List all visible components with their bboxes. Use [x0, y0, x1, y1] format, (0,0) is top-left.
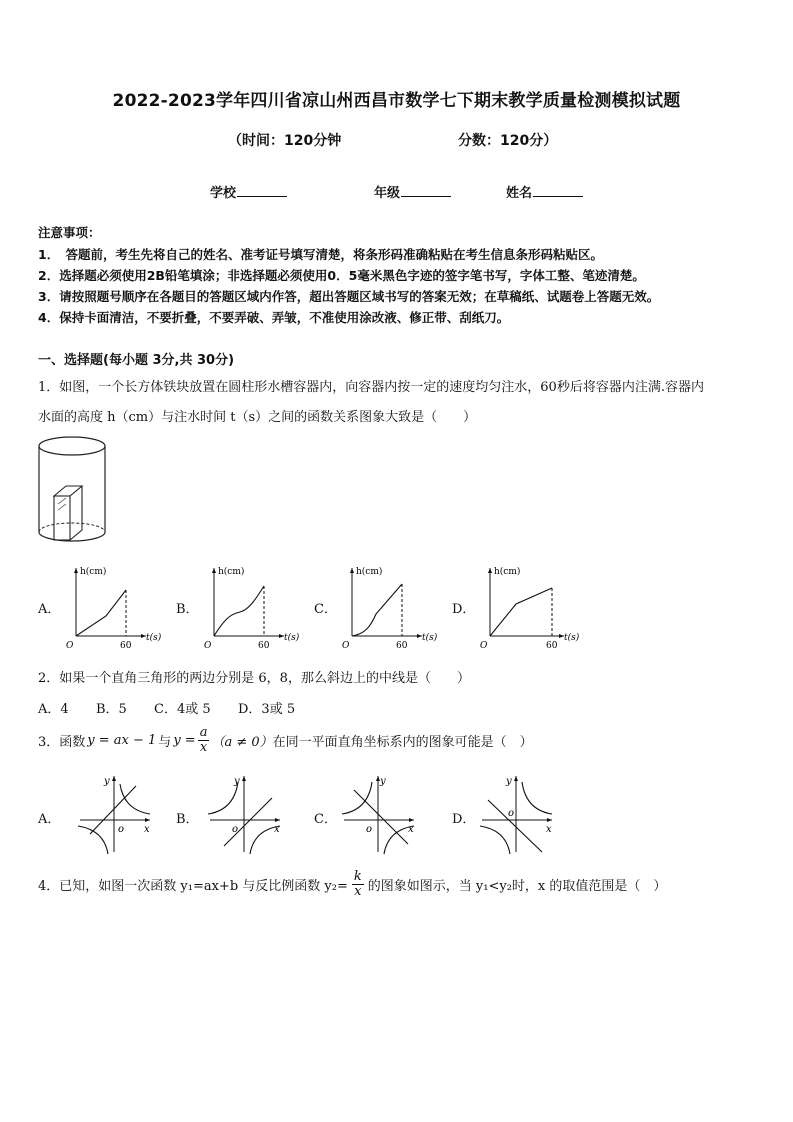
- q1-option-c[interactable]: C．: [314, 602, 337, 617]
- q1-graph-a-xlabel: t(s): [146, 633, 162, 643]
- q1-graph-b: [200, 562, 304, 652]
- q3-graph-c-x: x: [408, 824, 414, 835]
- notice-heading: 注意事项：: [38, 225, 101, 240]
- notice-item-3: 3．请按照题号顺序在各题目的答题区域内作答，超出答题区域书写的答案无效；在草稿纸、试题卷上答题无效。: [38, 289, 660, 304]
- name-blank[interactable]: [533, 184, 583, 197]
- q1-option-d[interactable]: D．: [452, 602, 476, 617]
- section-heading: 一、选择题(每小题 3分,共 30分): [38, 353, 235, 368]
- q4-prefix: 4．已知，如图一次函数 y₁=ax+b 与反比例函数 y₂=: [38, 879, 348, 894]
- q1-graph-a-tick: 60: [120, 641, 132, 651]
- notice-item-1: 1． 答题前，考生先将自己的姓名、准考证号填写清楚，将条形码准确粘贴在考生信息条形码粘贴区。: [38, 247, 603, 262]
- q4-frac-num: k: [353, 869, 362, 884]
- q3-frac-num: a: [199, 725, 208, 740]
- q3-func2-lhs: y =: [173, 733, 196, 748]
- q3-option-c[interactable]: C．: [314, 812, 337, 827]
- q4-fraction: [352, 870, 364, 899]
- q1-graph-c: [338, 562, 442, 652]
- q1-graph-d-origin: O: [480, 641, 488, 651]
- notice-item-2: 2．选择题必须使用2B铅笔填涂；非选择题必须使用0．5毫米黑色字迹的签字笔书写，字体工整、笔迹清楚。: [38, 268, 645, 283]
- q1-cylinder-figure: [36, 434, 108, 546]
- q3-option-d[interactable]: D．: [452, 812, 476, 827]
- q3-graph-c-o: o: [366, 824, 373, 835]
- q3-graph-b-x: x: [274, 824, 280, 835]
- q1-option-b[interactable]: B．: [176, 602, 199, 617]
- q1-graph-b-xlabel: t(s): [284, 633, 300, 643]
- exam-score: 分数：120分）: [458, 133, 558, 149]
- q1-graph-b-origin: O: [204, 641, 212, 651]
- q2-option-b[interactable]: B．5: [96, 702, 127, 717]
- q4-frac-den: x: [354, 884, 362, 899]
- q3-graph-d-x: x: [546, 824, 552, 835]
- grade-field: [374, 182, 451, 201]
- q1-graph-d-xlabel: t(s): [564, 633, 580, 643]
- q1-graph-c-ylabel: h(cm): [356, 567, 383, 577]
- q3-option-a[interactable]: A．: [38, 812, 61, 827]
- school-label: 学校: [210, 186, 237, 201]
- school-field: [210, 182, 287, 201]
- q1-graph-a: [62, 562, 166, 652]
- q1-graph-c-tick: 60: [396, 641, 408, 651]
- q3-graph-a-o: o: [118, 824, 125, 835]
- q1-graph-d: [476, 562, 584, 652]
- school-blank[interactable]: [237, 184, 287, 197]
- q3-graph-a-y: y: [104, 776, 110, 787]
- q3-graph-a-x: x: [144, 824, 150, 835]
- grade-blank[interactable]: [401, 184, 451, 197]
- q3-graph-d: [478, 772, 562, 856]
- q4-suffix: 的图象如图示，当 y₁<y₂时，x 的取值范围是（ ）: [367, 879, 667, 894]
- q3-func1: y = ax − 1: [87, 733, 157, 748]
- page-title: 2022-2023学年四川省凉山州西昌市数学七下期末教学质量检测模拟试题: [112, 91, 681, 111]
- q1-graph-a-origin: O: [66, 641, 74, 651]
- q3-graph-c: [340, 772, 424, 856]
- q4-text: [38, 870, 666, 899]
- q2-option-d[interactable]: D．3或 5: [238, 702, 296, 717]
- q3-graph-b: [206, 772, 290, 856]
- q3-prefix: 3．函数: [38, 735, 86, 750]
- q3-fraction: [198, 726, 210, 755]
- q1-graph-d-tick: 60: [546, 641, 558, 651]
- grade-label: 级: [387, 186, 401, 201]
- exam-time: （时间：120分钟: [228, 133, 342, 149]
- q1-graph-c-xlabel: t(s): [422, 633, 438, 643]
- q3-graph-a: [76, 772, 160, 856]
- q1-graph-b-ylabel: h(cm): [218, 567, 245, 577]
- q3-text: [38, 726, 533, 755]
- q1-graph-d-ylabel: h(cm): [494, 567, 521, 577]
- q3-graph-d-o: o: [508, 808, 515, 819]
- q1-graph-c-origin: O: [342, 641, 350, 651]
- q2-option-a[interactable]: A．4: [38, 702, 69, 717]
- q3-condition: （a ≠ 0）: [211, 735, 273, 750]
- q1-line2: 水面的高度 h（cm）与注水时间 t（s）之间的函数关系图象大致是（ ）: [38, 410, 477, 425]
- q1-line1: 1．如图，一个长方体铁块放置在圆柱形水槽容器内，向容器内按一定的速度均匀注水，60秒后将容器内注满.容器内: [38, 380, 704, 395]
- q1-graph-a-ylabel: h(cm): [80, 567, 107, 577]
- name-field: [506, 182, 583, 201]
- q1-option-a[interactable]: A．: [38, 602, 61, 617]
- q3-graph-c-y: y: [380, 776, 386, 787]
- name-label: 姓名: [506, 186, 533, 201]
- q3-frac-den: x: [199, 740, 208, 755]
- q1-graph-b-tick: 60: [258, 641, 270, 651]
- q3-mid: 与: [158, 735, 172, 750]
- q3-option-b[interactable]: B．: [176, 812, 199, 827]
- notice-item-4: 4．保持卡面清洁，不要折叠，不要弄破、弄皱，不准使用涂改液、修正带、刮纸刀。: [38, 310, 510, 325]
- q3-graph-d-y: y: [506, 776, 512, 787]
- q3-graph-b-y: y: [234, 776, 240, 787]
- q3-suffix: 在同一平面直角坐标系内的图象可能是（ ）: [272, 735, 533, 750]
- q3-graph-b-o: o: [232, 824, 239, 835]
- grade-prefix: 年: [374, 186, 388, 201]
- q2-option-c[interactable]: C．4或 5: [154, 702, 211, 717]
- q2-text: 2．如果一个直角三角形的两边分别是 6，8，那么斜边上的中线是（ ）: [38, 671, 470, 686]
